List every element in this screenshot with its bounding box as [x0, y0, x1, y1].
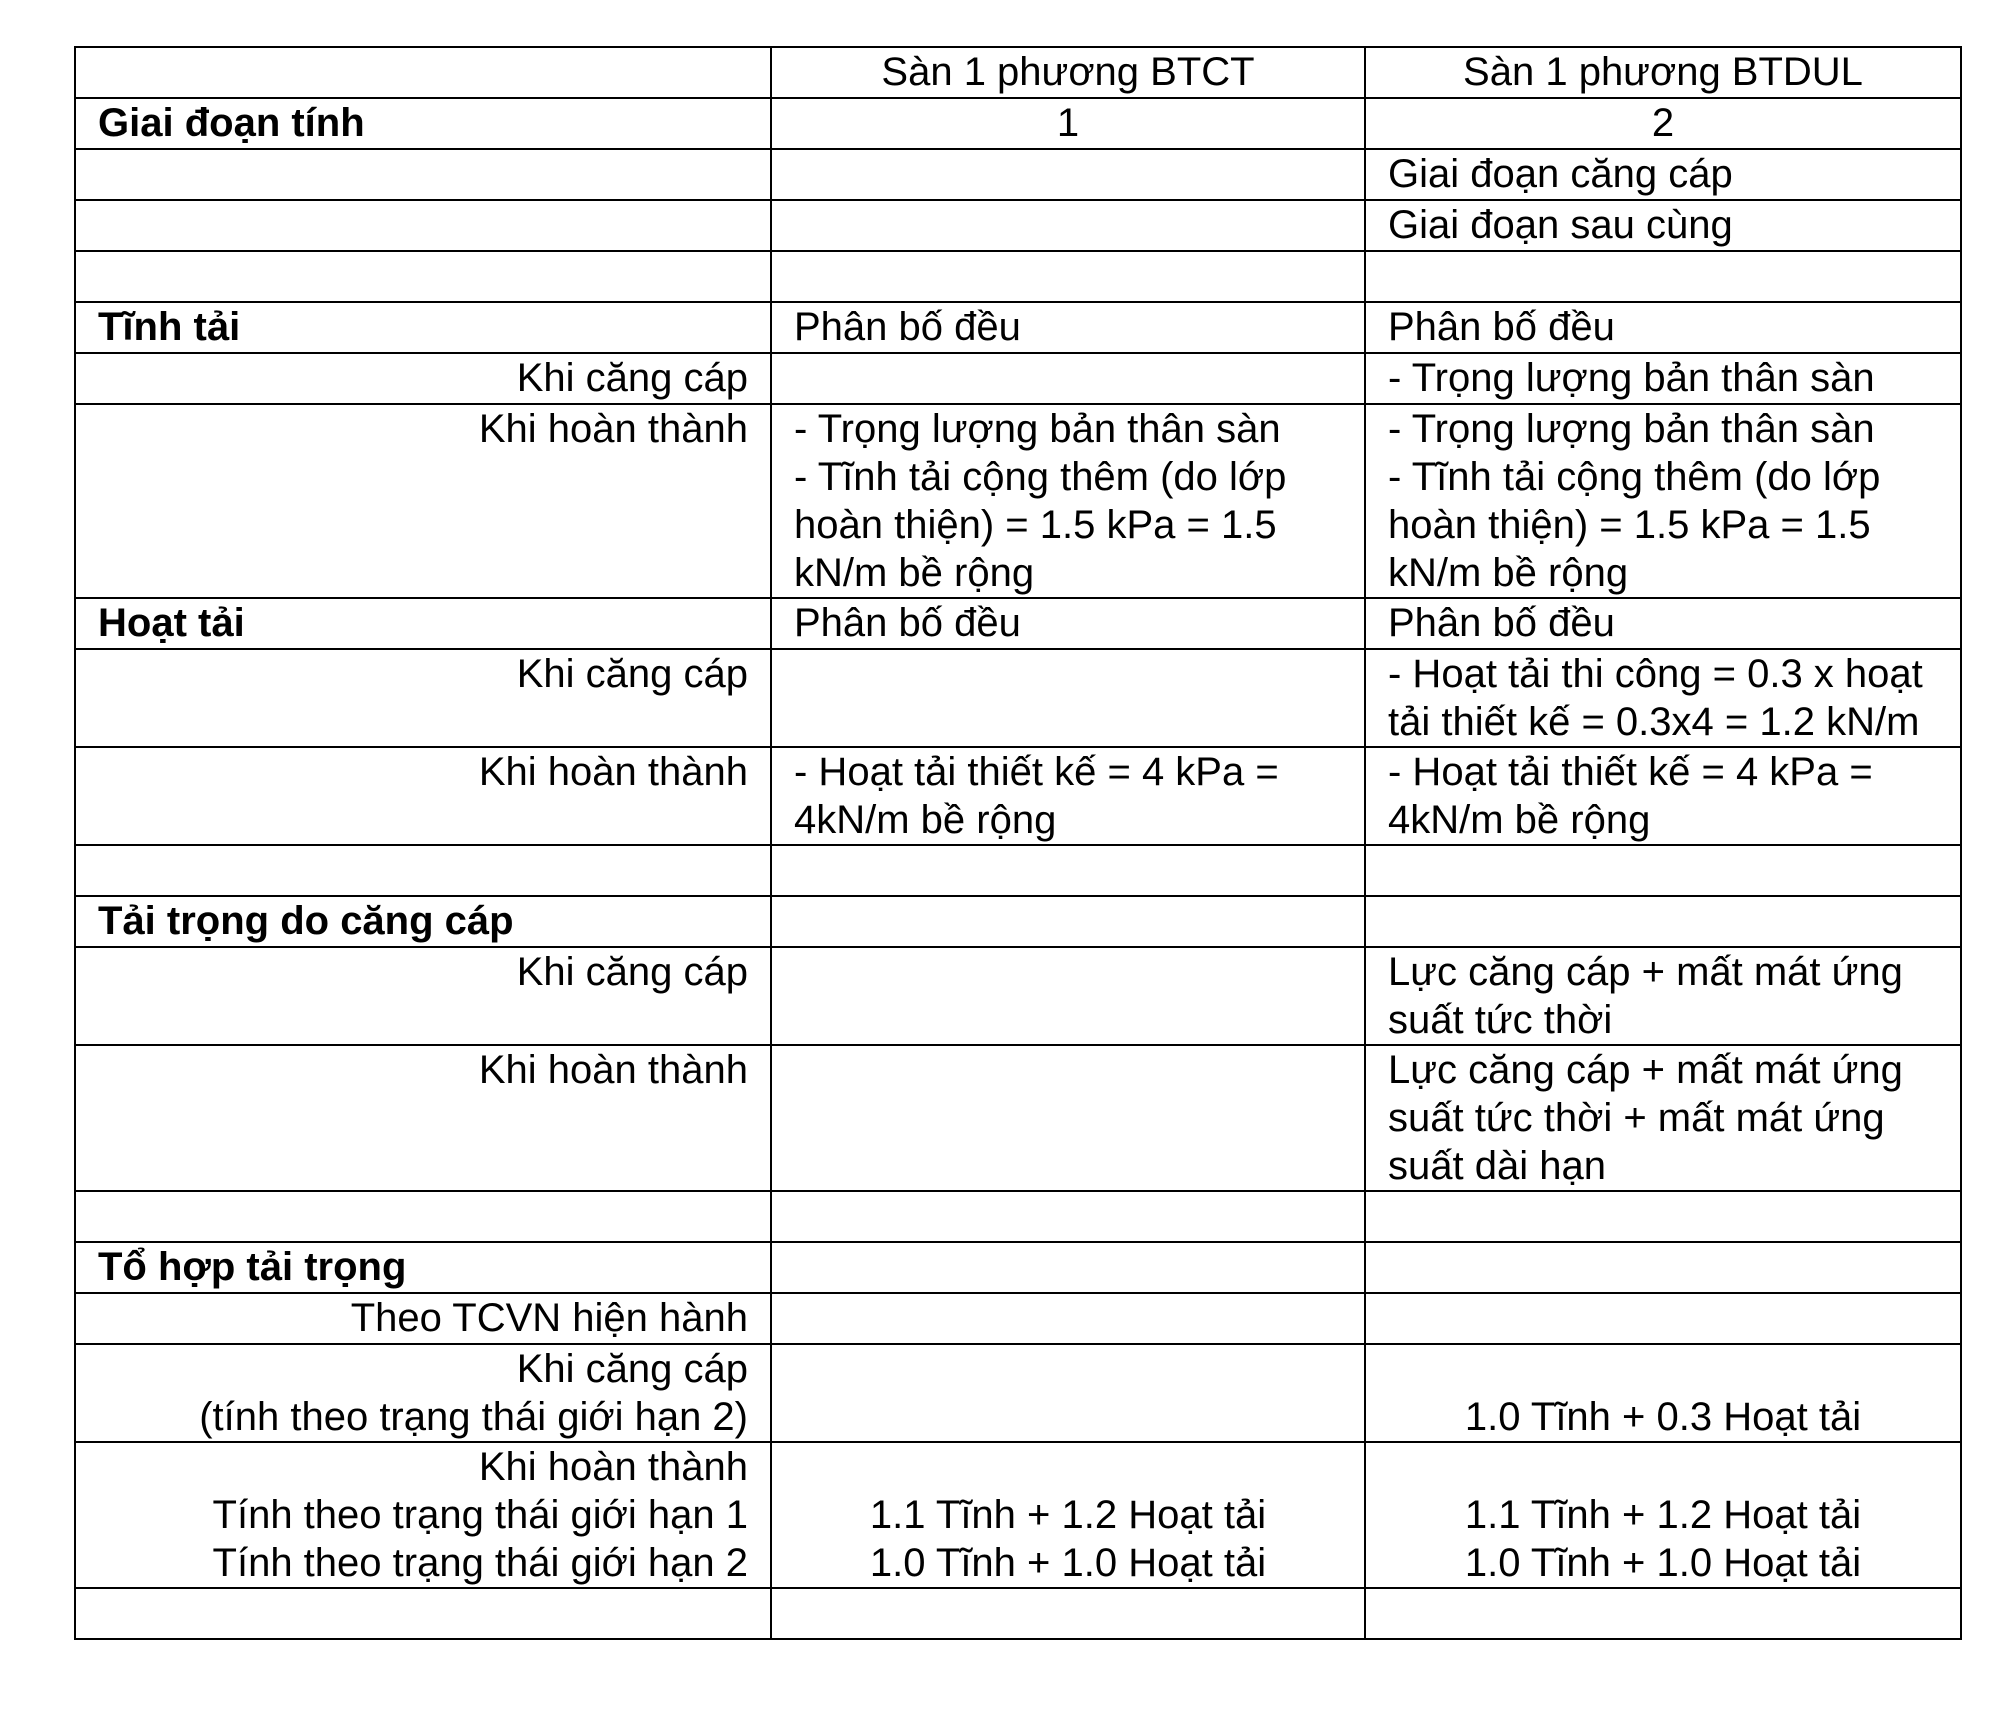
- empty-cell: [75, 200, 771, 251]
- table-row-live-load-tensioning: [75, 649, 1961, 747]
- live-load-col3: Phân bố đều: [1365, 598, 1961, 649]
- empty-cell: [1365, 251, 1961, 302]
- combination-tensioning-col3-value: 1.0 Tĩnh + 0.3 Hoạt tải: [1464, 1395, 1862, 1439]
- table-row-live-load: [75, 598, 1961, 649]
- empty-cell: [75, 251, 771, 302]
- stage-tensioning: Giai đoạn căng cáp: [1365, 149, 1961, 200]
- dead-load-completion-col2: [771, 404, 1365, 598]
- table-row-header: [75, 47, 1961, 98]
- table-row-dead-load: [75, 302, 1961, 353]
- empty-cell: [1365, 896, 1961, 947]
- stage-col2: 1: [771, 98, 1365, 149]
- empty-cell: [1365, 845, 1961, 896]
- empty-cell: [771, 251, 1365, 302]
- combination-completion-label-line3: Tính theo trạng thái giới hạn 2: [212, 1541, 748, 1585]
- empty-cell: [771, 896, 1365, 947]
- load-table: [74, 46, 1962, 1640]
- live-load-completion-col3: - Hoạt tải thiết kế = 4 kPa = 4kN/m bề rộng: [1365, 747, 1961, 845]
- table-row-spacer: [75, 1588, 1961, 1639]
- header-empty-cell: [75, 47, 771, 98]
- dead-load-completion-col2-line1: - Trọng lượng bản thân sàn: [794, 407, 1281, 451]
- table-row-combination-tensioning: [75, 1344, 1961, 1442]
- stage-col3: 2: [1365, 98, 1961, 149]
- live-load-col2: Phân bố đều: [771, 598, 1365, 649]
- combination-completion-col3-line2: 1.1 Tĩnh + 1.2 Hoạt tải: [1464, 1493, 1862, 1537]
- table-row-dead-load-completion: [75, 404, 1961, 598]
- table-row-spacer: [75, 251, 1961, 302]
- table-row-prestress-completion: [75, 1045, 1961, 1191]
- live-load-tensioning-label: Khi căng cáp: [75, 649, 771, 747]
- empty-cell: [75, 1191, 771, 1242]
- prestress-label: Tải trọng do căng cáp: [75, 896, 771, 947]
- combination-tensioning-label-line1: Khi căng cáp: [516, 1347, 748, 1391]
- dead-load-completion-col3-line1: - Trọng lượng bản thân sàn: [1388, 407, 1875, 451]
- dead-load-tensioning-label: Khi căng cáp: [75, 353, 771, 404]
- table-row-stage: [75, 98, 1961, 149]
- combination-completion-col3: [1365, 1442, 1961, 1588]
- combination-completion-col3-line3: 1.0 Tĩnh + 1.0 Hoạt tải: [1464, 1541, 1862, 1585]
- header-col-btdul: Sàn 1 phương BTDUL: [1365, 47, 1961, 98]
- combination-standard-label: Theo TCVN hiện hành: [75, 1293, 771, 1344]
- stage-final: Giai đoạn sau cùng: [1365, 200, 1961, 251]
- dead-load-completion-col2-text: - Tĩnh tải cộng thêm (do lớp hoàn thiện) = 1.5 kPa = 1.5 kN/m bề rộng: [794, 455, 1287, 595]
- empty-cell: [1365, 1191, 1961, 1242]
- table-row-combination-standard: [75, 1293, 1961, 1344]
- combination-completion-col2-line3: 1.0 Tĩnh + 1.0 Hoạt tải: [869, 1541, 1267, 1585]
- table-row-prestress-tensioning: [75, 947, 1961, 1045]
- empty-cell: [771, 1191, 1365, 1242]
- dead-load-col2: Phân bố đều: [771, 302, 1365, 353]
- empty-cell: [771, 1293, 1365, 1344]
- empty-cell: [771, 1344, 1365, 1442]
- table-row-combination-completion: [75, 1442, 1961, 1588]
- empty-cell: [75, 1588, 771, 1639]
- combination-completion-col2-line2: 1.1 Tĩnh + 1.2 Hoạt tải: [869, 1493, 1267, 1537]
- table-row-spacer: [75, 845, 1961, 896]
- empty-cell: [75, 845, 771, 896]
- empty-cell: [771, 200, 1365, 251]
- empty-cell: [771, 149, 1365, 200]
- dead-load-col3: Phân bố đều: [1365, 302, 1961, 353]
- dead-load-completion-col3: [1365, 404, 1961, 598]
- empty-cell: [771, 845, 1365, 896]
- dead-load-label: Tĩnh tải: [75, 302, 771, 353]
- table-row-live-load-completion: [75, 747, 1961, 845]
- combination-completion-label-line2: Tính theo trạng thái giới hạn 1: [212, 1493, 748, 1537]
- prestress-tensioning-col3: Lực căng cáp + mất mát ứng suất tức thời: [1365, 947, 1961, 1045]
- empty-cell: [771, 1588, 1365, 1639]
- table-row-dead-load-tensioning: [75, 353, 1961, 404]
- prestress-completion-col3: Lực căng cáp + mất mát ứng suất tức thời + mất mát ứng suất dài hạn: [1365, 1045, 1961, 1191]
- combination-tensioning-label: [75, 1344, 771, 1442]
- header-col-btct: Sàn 1 phương BTCT: [771, 47, 1365, 98]
- empty-cell: [1365, 1293, 1961, 1344]
- combination-completion-label-line1: Khi hoàn thành: [478, 1445, 748, 1489]
- empty-cell: [75, 149, 771, 200]
- empty-cell: [771, 649, 1365, 747]
- empty-cell: [771, 1045, 1365, 1191]
- empty-cell: [771, 947, 1365, 1045]
- combination-tensioning-col3: [1365, 1344, 1961, 1442]
- prestress-completion-label: Khi hoàn thành: [75, 1045, 771, 1191]
- empty-cell: [1365, 1588, 1961, 1639]
- empty-cell: [771, 353, 1365, 404]
- table-row-prestress: [75, 896, 1961, 947]
- live-load-completion-col2: - Hoạt tải thiết kế = 4 kPa = 4kN/m bề rộng: [771, 747, 1365, 845]
- table-row-spacer: [75, 1191, 1961, 1242]
- combination-tensioning-label-line2: (tính theo trạng thái giới hạn 2): [199, 1395, 748, 1439]
- live-load-label: Hoạt tải: [75, 598, 771, 649]
- combination-completion-label: [75, 1442, 771, 1588]
- dead-load-completion-col3-text: - Tĩnh tải cộng thêm (do lớp hoàn thiện) = 1.5 kPa = 1.5 kN/m bề rộng: [1388, 455, 1881, 595]
- live-load-tensioning-col3: - Hoạt tải thi công = 0.3 x hoạt tải thiết kế = 0.3x4 = 1.2 kN/m: [1365, 649, 1961, 747]
- combination-label: Tổ hợp tải trọng: [75, 1242, 771, 1293]
- combination-completion-col2: [771, 1442, 1365, 1588]
- dead-load-completion-label: Khi hoàn thành: [75, 404, 771, 598]
- live-load-completion-label: Khi hoàn thành: [75, 747, 771, 845]
- table-row-stage-final: [75, 200, 1961, 251]
- stage-label: Giai đoạn tính: [75, 98, 771, 149]
- table-row-combination: [75, 1242, 1961, 1293]
- empty-cell: [1365, 1242, 1961, 1293]
- empty-cell: [771, 1242, 1365, 1293]
- table-row-stage-tensioning: [75, 149, 1961, 200]
- prestress-tensioning-label: Khi căng cáp: [75, 947, 771, 1045]
- dead-load-tensioning-col3: - Trọng lượng bản thân sàn: [1365, 353, 1961, 404]
